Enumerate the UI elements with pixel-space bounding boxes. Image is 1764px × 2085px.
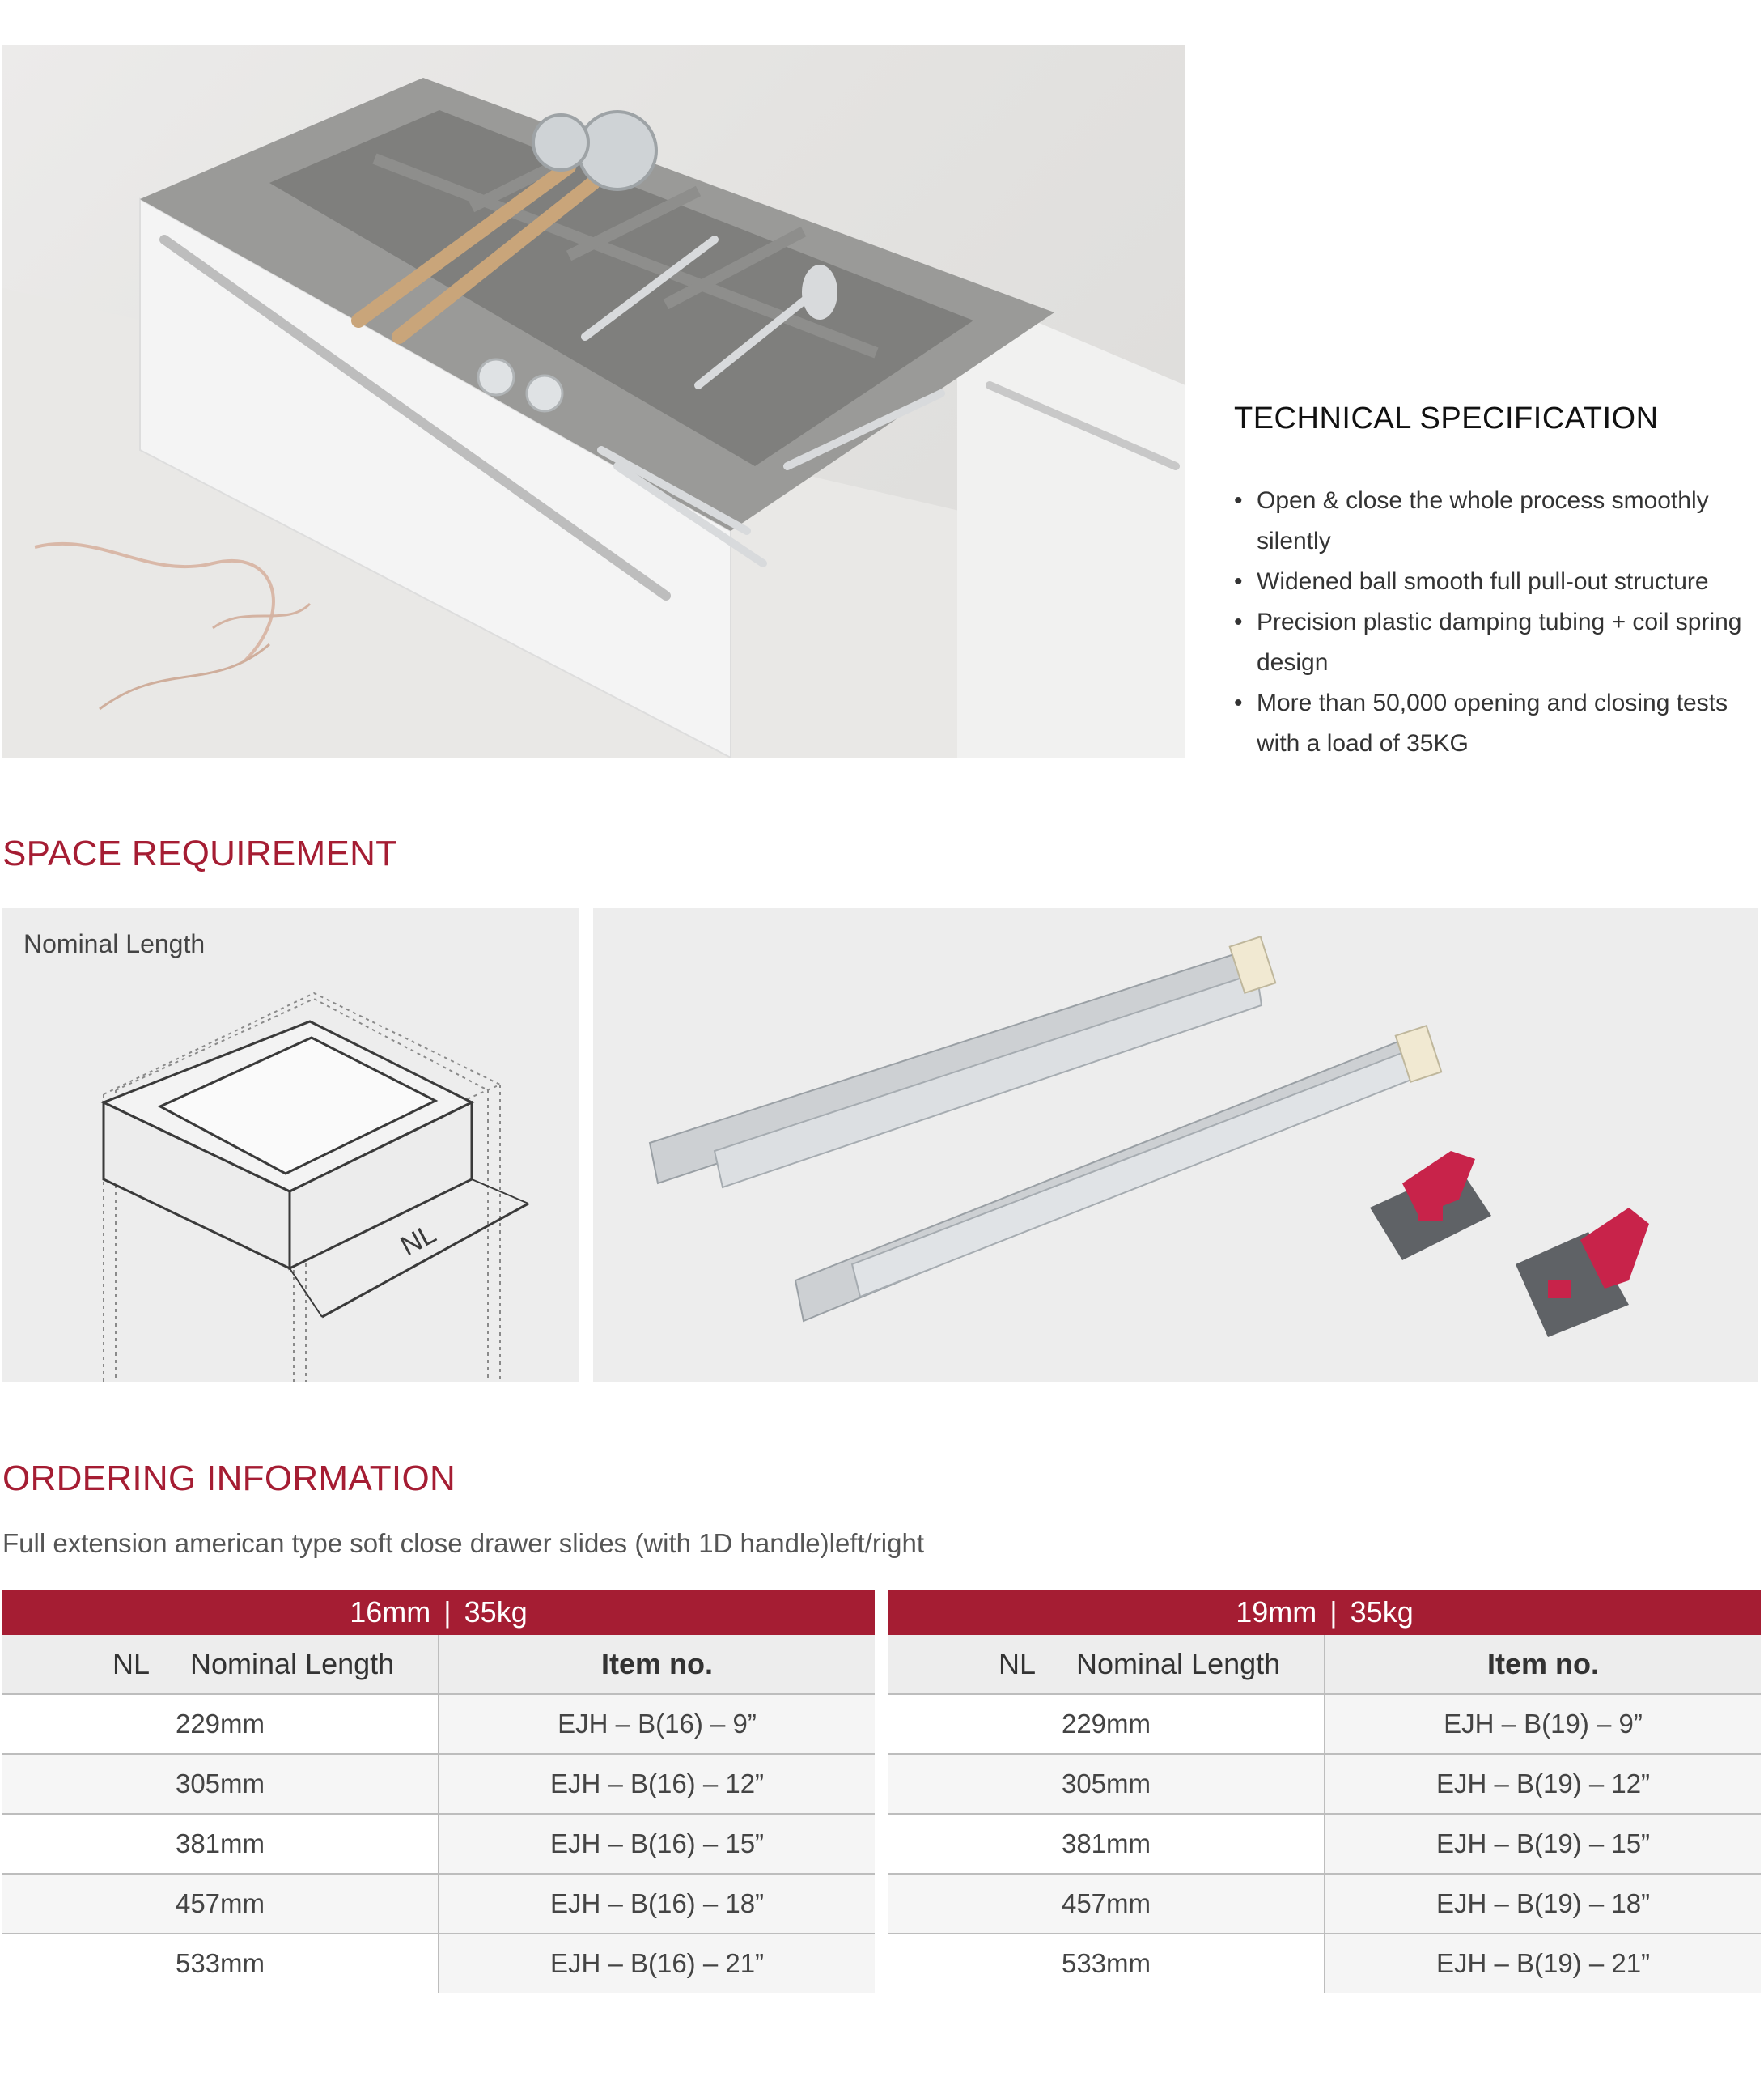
column-header-item-no: Item no. [1325,1635,1761,1694]
table-row [888,1874,1761,1934]
spec-item-text: Widened ball smooth full pull-out structure [1257,568,1709,595]
spec-item [1234,562,1752,602]
table-row [2,1874,875,1934]
column-header-nominal-length [2,1635,439,1694]
table-row [2,1754,875,1814]
item-cell: EJH – B(16) – 18” [439,1874,875,1934]
spec-title: TECHNICAL SPECIFICATION [1234,401,1659,435]
nominal-length-diagram-panel [2,908,579,1382]
column-header-item-no: Item no. [439,1635,875,1694]
item-cell: EJH – B(16) – 21” [439,1934,875,1993]
item-cell: EJH – B(16) – 9” [439,1694,875,1754]
table-row [2,1934,875,1993]
column-header-nominal-length [888,1635,1325,1694]
drawer-slides-product-panel [593,908,1758,1382]
table-row [888,1754,1761,1814]
length-cell: 533mm [2,1934,439,1993]
item-cell: EJH – B(19) – 18” [1325,1874,1761,1934]
bullet-icon: • [1234,487,1243,514]
table-band-header [888,1590,1761,1635]
length-cell: 381mm [888,1814,1325,1874]
drawer-product-photo [2,45,1185,758]
length-cell: 533mm [888,1934,1325,1993]
bullet-icon: • [1234,609,1243,635]
ordering-description: Full extension american type soft close drawer slides (with 1D handle)left/right [2,1528,925,1558]
length-cell: 457mm [2,1874,439,1934]
spec-list [1234,481,1752,764]
separator: | [1329,1595,1338,1629]
length-cell: 229mm [2,1694,439,1754]
load-label: 35kg [464,1595,528,1629]
separator: | [443,1595,452,1629]
drawer-illustration [2,45,1185,758]
bullet-icon: • [1234,568,1243,595]
diagram-label: Nominal Length [23,929,206,958]
spec-item [1234,602,1752,683]
item-cell: EJH – B(16) – 15” [439,1814,875,1874]
item-cell: EJH – B(16) – 12” [439,1754,875,1814]
nl-abbr: NL [999,1647,1037,1680]
nl-abbr: NL [112,1647,151,1680]
spec-item-text: Precision plastic damping tubing + coil spring design [1257,609,1742,676]
length-cell: 457mm [888,1874,1325,1934]
drawer-dimension-diagram [2,908,579,1382]
item-cell: EJH – B(19) – 9” [1325,1694,1761,1754]
item-cell: EJH – B(19) – 21” [1325,1934,1761,1993]
item-cell: EJH – B(19) – 12” [1325,1754,1761,1814]
load-label: 35kg [1350,1595,1414,1629]
length-cell: 305mm [2,1754,439,1814]
ordering-table-16mm [2,1590,875,1993]
nominal-length-label: Nominal Length [190,1647,395,1680]
length-cell: 305mm [888,1754,1325,1814]
table-row [888,1814,1761,1874]
ordering-table-19mm [888,1590,1761,1993]
table-row [2,1694,875,1754]
table-row [888,1934,1761,1993]
dimension-label-nl: NL [395,1218,442,1263]
nominal-length-label: Nominal Length [1076,1647,1281,1680]
table-band-header [2,1590,875,1635]
table-row [888,1694,1761,1754]
spec-item [1234,481,1752,562]
length-cell: 229mm [888,1694,1325,1754]
spec-item [1234,683,1752,764]
thickness-label: 16mm [350,1595,431,1629]
table-row [2,1814,875,1874]
spec-item-text: More than 50,000 opening and closing tests with a load of 35KG [1257,690,1728,757]
ordering-information-heading: ORDERING INFORMATION [2,1459,456,1498]
item-cell: EJH – B(19) – 15” [1325,1814,1761,1874]
thickness-label: 19mm [1236,1595,1317,1629]
drawer-slides-illustration [593,908,1758,1382]
space-requirement-heading: SPACE REQUIREMENT [2,834,398,873]
spec-item-text: Open & close the whole process smoothly silently [1257,487,1709,554]
length-cell: 381mm [2,1814,439,1874]
bullet-icon: • [1234,690,1243,716]
